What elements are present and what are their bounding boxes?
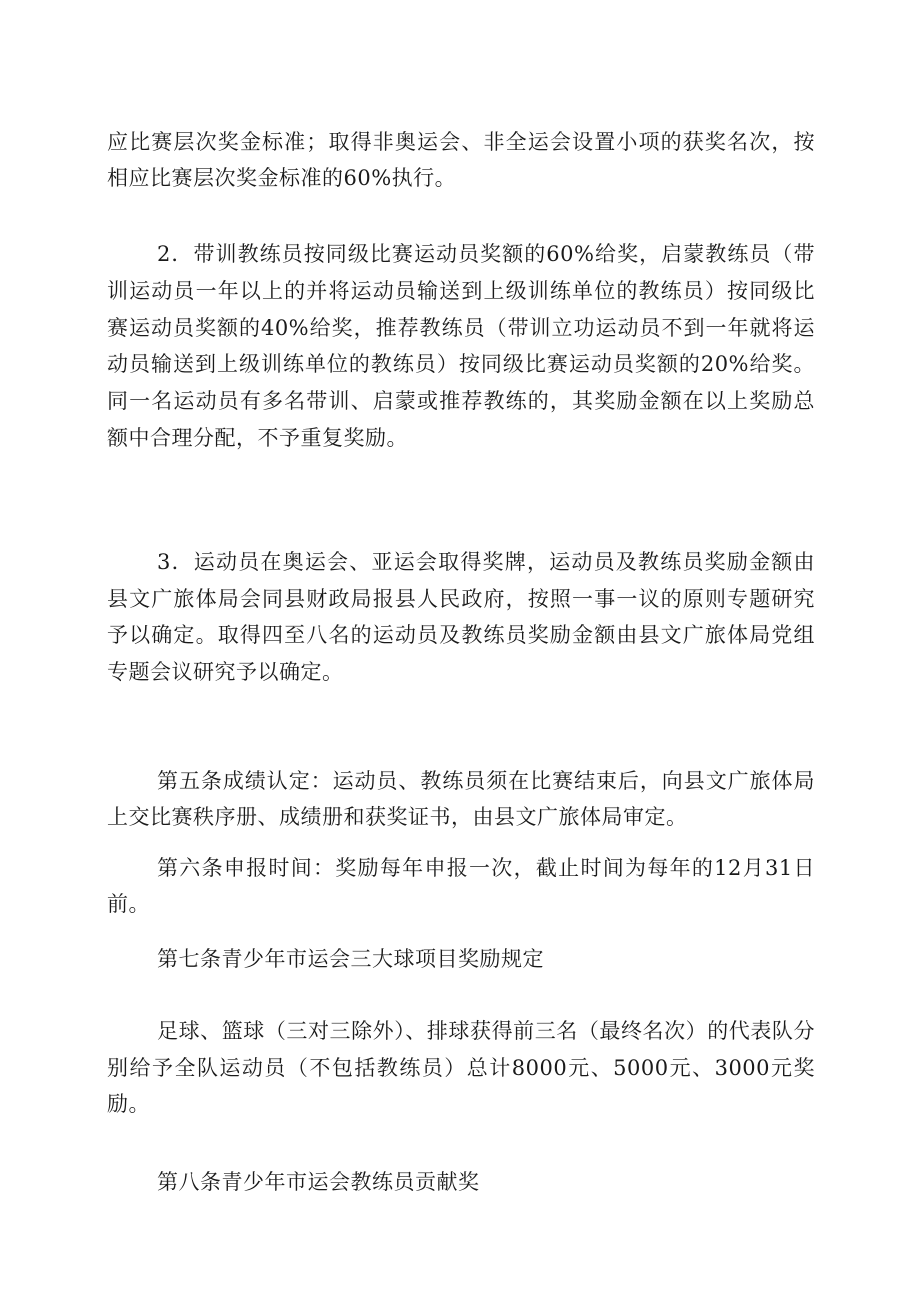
paragraph-article-7-heading: 第七条青少年市运会三大球项目奖励规定 [157,947,544,971]
paragraph-olympic-asian-games-medals: 3．运动员在奥运会、亚运会取得奖牌，运动员及教练员奖励金额由县文广旅体局会同县财政局报县人民政府，按照一事一议的原则专题研究予以确定。取得四至八名的运动员及教练员奖励金额由县文广旅体局党组专题会议研究予以确定。 [107,550,815,684]
paragraph-continuation-award-standard: 应比赛层次奖金标准；取得非奥运会、非全运会设置小项的获奖名次，按相应比赛层次奖金标准的60%执行。 [107,130,815,190]
paragraph-article-6-application-time: 第六条申报时间：奖励每年申报一次，截止时间为每年的12月31日前。 [107,856,815,916]
paragraph-coach-award-ratios: 2．带训教练员按同级比赛运动员奖额的60%给奖，启蒙教练员（带训运动员一年以上的并将运动员输送到上级训练单位的教练员）按同级比赛运动员奖额的40%给奖，推荐教练员（带训立功运动员不到一年就将运动员输送到上级训练单位的教练员）按同级比赛运动员奖额的20%给奖。同一名运动员有多名带训、启蒙或推荐教练的，其奖励金额在以上奖励总额中合理分配，不予重复奖励。 [107,242,815,450]
paragraph-article-8-heading: 第八条青少年市运会教练员贡献奖 [157,1170,480,1194]
paragraph-article-5-result-certification: 第五条成绩认定：运动员、教练员须在比赛结束后，向县文广旅体局上交比赛秩序册、成绩册和获奖证书，由县文广旅体局审定。 [107,769,815,829]
paragraph-ball-sports-awards: 足球、篮球（三对三除外）、排球获得前三名（最终名次）的代表队分别给予全队运动员（不包括教练员）总计8000元、5000元、3000元奖励。 [107,1019,815,1116]
